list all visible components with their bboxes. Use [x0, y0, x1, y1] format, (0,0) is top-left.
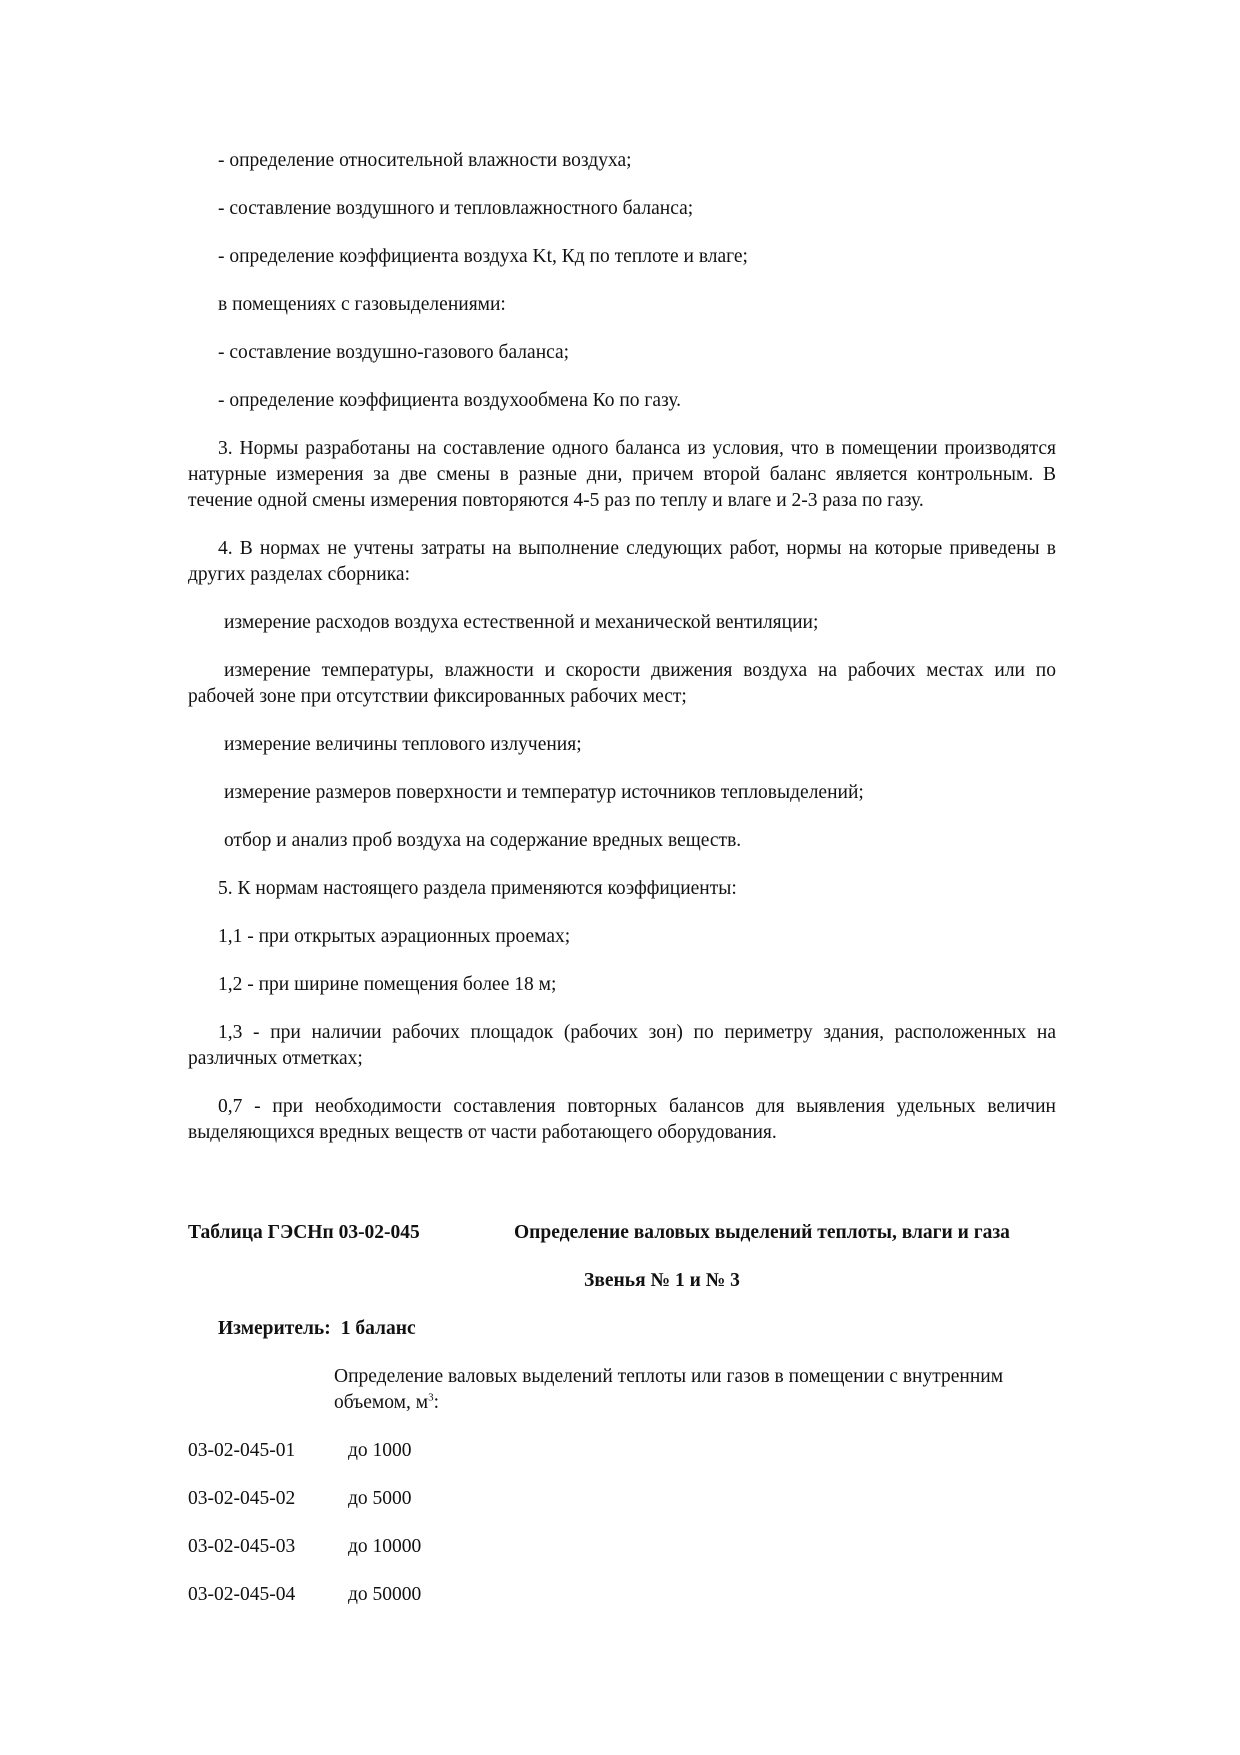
section-spacer	[188, 1168, 1056, 1220]
paragraph-air-flow: измерение расходов воздуха естественной и механической вентиляции;	[224, 612, 819, 633]
paragraph-coefficient: - определение коэффициента воздуха Kt, Кд по теплоте и влаге;	[218, 246, 748, 267]
meter-value: 1 баланс	[340, 1318, 416, 1339]
paragraph-coef-1-1: 1,1 - при открытых аэрационных проемах;	[218, 926, 571, 947]
row-value: до 50000	[348, 1584, 422, 1605]
paragraph-balance: - составление воздушного и тепловлажностного баланса;	[218, 198, 694, 219]
paragraph-item-3: 3. Нормы разработаны на составление одного баланса из условия, что в помещении производятся натурные измерения за две смены в разные дни, причем второй баланс является контрольным. В течение одной смены измерения повторяются 4-5 раз по теплу и влаге и 2-3 раза по газу.	[188, 438, 1056, 511]
row-code: 03-02-045-03	[188, 1536, 296, 1557]
table-row	[188, 1438, 1056, 1464]
description-text: Определение валовых выделений теплоты или газов в помещении с внутренним объемом, м	[334, 1366, 1004, 1413]
paragraph-gas-balance: - составление воздушно-газового баланса;	[218, 342, 570, 363]
paragraph-rh: - определение относительной влажности воздуха;	[218, 150, 632, 171]
row-code: 03-02-045-01	[188, 1440, 296, 1461]
table-meter	[218, 1316, 1056, 1342]
table-row	[188, 1582, 1056, 1608]
paragraph-item-5: 5. К нормам настоящего раздела применяются коэффициенты:	[218, 878, 737, 899]
row-code: 03-02-045-04	[188, 1584, 296, 1605]
paragraph-radiation: измерение величины теплового излучения;	[224, 734, 582, 755]
paragraph-gas-coefficient: - определение коэффициента воздухообмена Ко по газу.	[218, 390, 682, 411]
paragraph-coef-0-7: 0,7 - при необходимости составления повторных балансов для выявления удельных величин выделяющихся вредных веществ от части работающего оборудования.	[188, 1096, 1056, 1143]
table-links: Звенья № 1 и № 3	[584, 1270, 740, 1291]
paragraph-coef-1-3: 1,3 - при наличии рабочих площадок (рабочих зон) по периметру здания, расположенных на различных отметках;	[188, 1022, 1056, 1069]
paragraph-coef-1-2: 1,2 - при ширине помещения более 18 м;	[218, 974, 557, 995]
paragraph-samples: отбор и анализ проб воздуха на содержание вредных веществ.	[224, 830, 742, 851]
meter-label: Измеритель:	[218, 1318, 331, 1339]
document-page	[188, 148, 1056, 1630]
description-superscript: 3	[428, 1391, 434, 1404]
table-title: Определение валовых выделений теплоты, влаги и газа	[514, 1222, 1010, 1243]
table-description	[334, 1364, 1056, 1416]
table-row	[188, 1486, 1056, 1512]
paragraph-item-4: 4. В нормах не учтены затраты на выполнение следующих работ, нормы на которые приведены в других разделах сборника:	[188, 538, 1056, 585]
row-value: до 5000	[348, 1488, 412, 1509]
table-code: Таблица ГЭСНп 03-02-045	[188, 1222, 420, 1243]
row-value: до 1000	[348, 1440, 412, 1461]
table-heading	[188, 1220, 1056, 1246]
row-value: до 10000	[348, 1536, 422, 1557]
row-code: 03-02-045-02	[188, 1488, 296, 1509]
description-end: :	[433, 1392, 439, 1413]
paragraph-temperature: измерение температуры, влажности и скорости движения воздуха на рабочих местах или по рабочей зоне при отсутствии фиксированных рабочих мест;	[188, 660, 1056, 707]
table-row	[188, 1534, 1056, 1560]
paragraph-surface: измерение размеров поверхности и температур источников тепловыделений;	[224, 782, 864, 803]
paragraph-gas-rooms: в помещениях с газовыделениями:	[218, 294, 506, 315]
